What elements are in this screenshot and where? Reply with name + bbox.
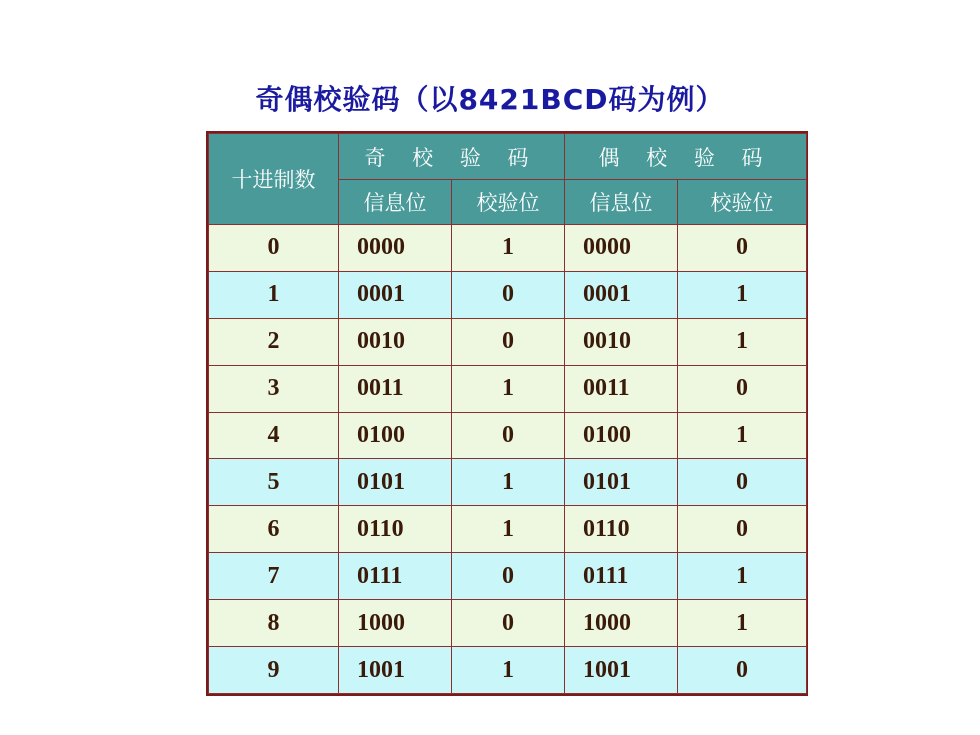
cell-even-info: 1001 xyxy=(565,647,678,694)
cell-even-check: 0 xyxy=(678,365,807,412)
parity-code-table xyxy=(206,131,808,696)
cell-odd-info: 0000 xyxy=(339,225,452,272)
table-row xyxy=(209,271,807,318)
cell-even-info: 0011 xyxy=(565,365,678,412)
table-row xyxy=(209,459,807,506)
cell-even-check: 0 xyxy=(678,506,807,553)
cell-decimal: 5 xyxy=(209,459,339,506)
table-row xyxy=(209,225,807,272)
cell-even-info: 0110 xyxy=(565,506,678,553)
cell-odd-info: 0111 xyxy=(339,553,452,600)
cell-decimal: 0 xyxy=(209,225,339,272)
header-even-parity: 偶 校 验 码 xyxy=(565,134,807,180)
cell-odd-info: 1001 xyxy=(339,647,452,694)
cell-even-check: 1 xyxy=(678,553,807,600)
cell-odd-info: 0011 xyxy=(339,365,452,412)
cell-odd-check: 1 xyxy=(452,365,565,412)
cell-even-info: 0111 xyxy=(565,553,678,600)
cell-decimal: 8 xyxy=(209,600,339,647)
cell-decimal: 3 xyxy=(209,365,339,412)
table-row xyxy=(209,412,807,459)
cell-decimal: 1 xyxy=(209,271,339,318)
cell-decimal: 2 xyxy=(209,318,339,365)
table-row xyxy=(209,647,807,694)
header-even-info: 信息位 xyxy=(565,180,678,225)
table-row xyxy=(209,365,807,412)
cell-even-info: 0100 xyxy=(565,412,678,459)
cell-even-check: 0 xyxy=(678,459,807,506)
cell-even-info: 0101 xyxy=(565,459,678,506)
table-row xyxy=(209,506,807,553)
cell-odd-check: 0 xyxy=(452,600,565,647)
table-row xyxy=(209,553,807,600)
cell-odd-info: 0100 xyxy=(339,412,452,459)
page-title: 奇偶校验码（以8421BCD码为例） xyxy=(255,83,725,116)
cell-odd-check: 1 xyxy=(452,459,565,506)
table-row xyxy=(209,600,807,647)
cell-even-info: 0000 xyxy=(565,225,678,272)
cell-odd-info: 0010 xyxy=(339,318,452,365)
header-odd-check: 校验位 xyxy=(452,180,565,225)
header-odd-info: 信息位 xyxy=(339,180,452,225)
cell-odd-check: 1 xyxy=(452,506,565,553)
cell-even-check: 1 xyxy=(678,412,807,459)
cell-decimal: 7 xyxy=(209,553,339,600)
header-odd-parity: 奇 校 验 码 xyxy=(339,134,565,180)
cell-even-check: 1 xyxy=(678,600,807,647)
cell-odd-info: 1000 xyxy=(339,600,452,647)
cell-decimal: 9 xyxy=(209,647,339,694)
cell-odd-check: 0 xyxy=(452,318,565,365)
cell-even-check: 1 xyxy=(678,318,807,365)
header-even-check: 校验位 xyxy=(678,180,807,225)
table-row xyxy=(209,318,807,365)
cell-odd-check: 0 xyxy=(452,271,565,318)
cell-decimal: 6 xyxy=(209,506,339,553)
cell-even-check: 1 xyxy=(678,271,807,318)
cell-odd-check: 0 xyxy=(452,412,565,459)
cell-even-info: 1000 xyxy=(565,600,678,647)
cell-odd-info: 0001 xyxy=(339,271,452,318)
cell-decimal: 4 xyxy=(209,412,339,459)
cell-odd-check: 1 xyxy=(452,225,565,272)
cell-odd-info: 0110 xyxy=(339,506,452,553)
cell-even-check: 0 xyxy=(678,225,807,272)
cell-odd-check: 0 xyxy=(452,553,565,600)
cell-odd-check: 1 xyxy=(452,647,565,694)
cell-even-info: 0010 xyxy=(565,318,678,365)
cell-odd-info: 0101 xyxy=(339,459,452,506)
cell-even-info: 0001 xyxy=(565,271,678,318)
header-decimal: 十进制数 xyxy=(209,134,339,225)
cell-even-check: 0 xyxy=(678,647,807,694)
